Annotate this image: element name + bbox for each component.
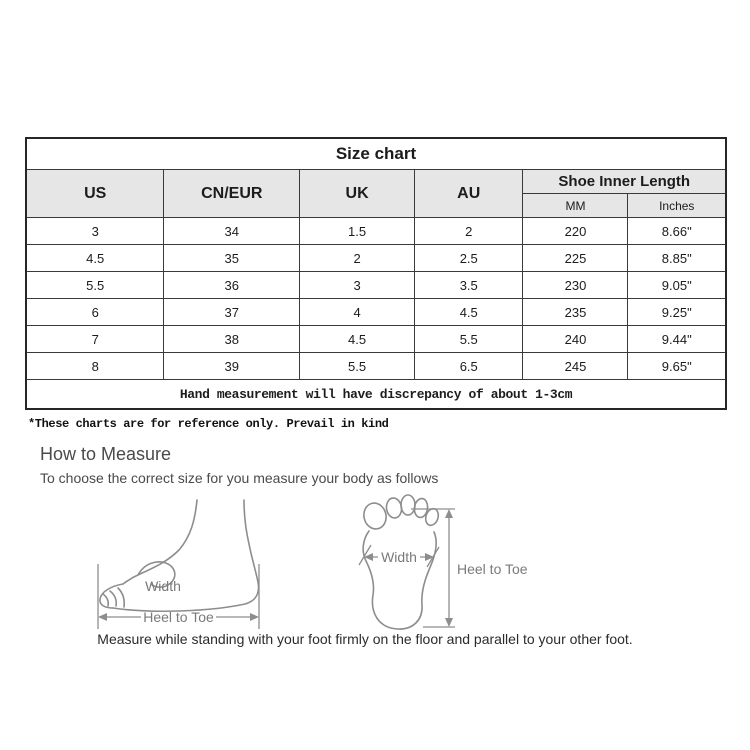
table-cell: 2 <box>414 218 523 245</box>
table-cell: 245 <box>523 353 628 380</box>
table-row <box>26 353 726 380</box>
header-mm: MM <box>523 194 628 218</box>
table-cell: 3.5 <box>414 272 523 299</box>
table-cell: 240 <box>523 326 628 353</box>
arrow-up-icon <box>445 509 453 518</box>
table-cell: 230 <box>523 272 628 299</box>
table-cell: 220 <box>523 218 628 245</box>
arrow-right-icon <box>250 613 259 621</box>
side-width-label: Width <box>145 578 181 594</box>
reference-note: *These charts are for reference only. Prevail in kind <box>28 417 389 431</box>
table-cell: 4.5 <box>414 299 523 326</box>
table-cell: 8 <box>26 353 164 380</box>
table-cell: 225 <box>523 245 628 272</box>
table-cell: 5.5 <box>414 326 523 353</box>
table-header-row <box>26 170 726 194</box>
top-width-label: Width <box>381 549 417 565</box>
table-row <box>26 326 726 353</box>
measure-caption: Measure while standing with your foot firmly on the floor and parallel to your other foot. <box>97 631 633 647</box>
table-cell: 9.44" <box>628 326 726 353</box>
how-to-measure-subtitle: To choose the correct size for you measure your body as follows <box>40 470 439 486</box>
table-title: Size chart <box>26 138 726 170</box>
table-cell: 7 <box>26 326 164 353</box>
foot-outline <box>113 500 258 611</box>
table-row <box>26 218 726 245</box>
size-chart-table <box>25 137 727 410</box>
table-cell: 5.5 <box>300 353 415 380</box>
table-cell: 34 <box>164 218 300 245</box>
table-cell: 4 <box>300 299 415 326</box>
header-uk: UK <box>300 170 415 218</box>
table-cell: 5.5 <box>26 272 164 299</box>
header-us: US <box>26 170 164 218</box>
side-view-foot-diagram <box>93 498 348 636</box>
header-inches: Inches <box>628 194 726 218</box>
toe <box>361 501 389 532</box>
header-cn-eur: CN/EUR <box>164 170 300 218</box>
toe <box>401 495 415 515</box>
table-cell: 6.5 <box>414 353 523 380</box>
table-cell: 8.85" <box>628 245 726 272</box>
table-title-row <box>26 138 726 170</box>
table-cell: 4.5 <box>300 326 415 353</box>
header-au: AU <box>414 170 523 218</box>
side-heel-to-toe-label: Heel to Toe <box>143 609 214 625</box>
table-cell: 6 <box>26 299 164 326</box>
toe <box>385 497 403 519</box>
table-row <box>26 299 726 326</box>
table-footnote: Hand measurement will have discrepancy of about 1-3cm <box>26 380 726 410</box>
table-cell: 9.25" <box>628 299 726 326</box>
table-cell: 8.66" <box>628 218 726 245</box>
toe <box>424 507 441 527</box>
header-inner-length: Shoe Inner Length <box>523 170 726 194</box>
table-cell: 3 <box>300 272 415 299</box>
table-cell: 39 <box>164 353 300 380</box>
table-row <box>26 245 726 272</box>
footprint-outline <box>363 531 436 629</box>
arrow-left-icon <box>98 613 107 621</box>
table-cell: 4.5 <box>26 245 164 272</box>
table-cell: 2 <box>300 245 415 272</box>
table-cell: 36 <box>164 272 300 299</box>
table-cell: 37 <box>164 299 300 326</box>
table-cell: 2.5 <box>414 245 523 272</box>
table-cell: 9.65" <box>628 353 726 380</box>
table-row <box>26 272 726 299</box>
table-cell: 3 <box>26 218 164 245</box>
top-heel-to-toe-label: Heel to Toe <box>457 561 528 577</box>
table-cell: 9.05" <box>628 272 726 299</box>
table-cell: 35 <box>164 245 300 272</box>
table-cell: 38 <box>164 326 300 353</box>
table-cell: 1.5 <box>300 218 415 245</box>
table-cell: 235 <box>523 299 628 326</box>
table-footnote-row <box>26 380 726 410</box>
top-view-foot-diagram <box>353 487 543 639</box>
arrow-down-icon <box>445 618 453 627</box>
how-to-measure-title: How to Measure <box>40 444 172 464</box>
